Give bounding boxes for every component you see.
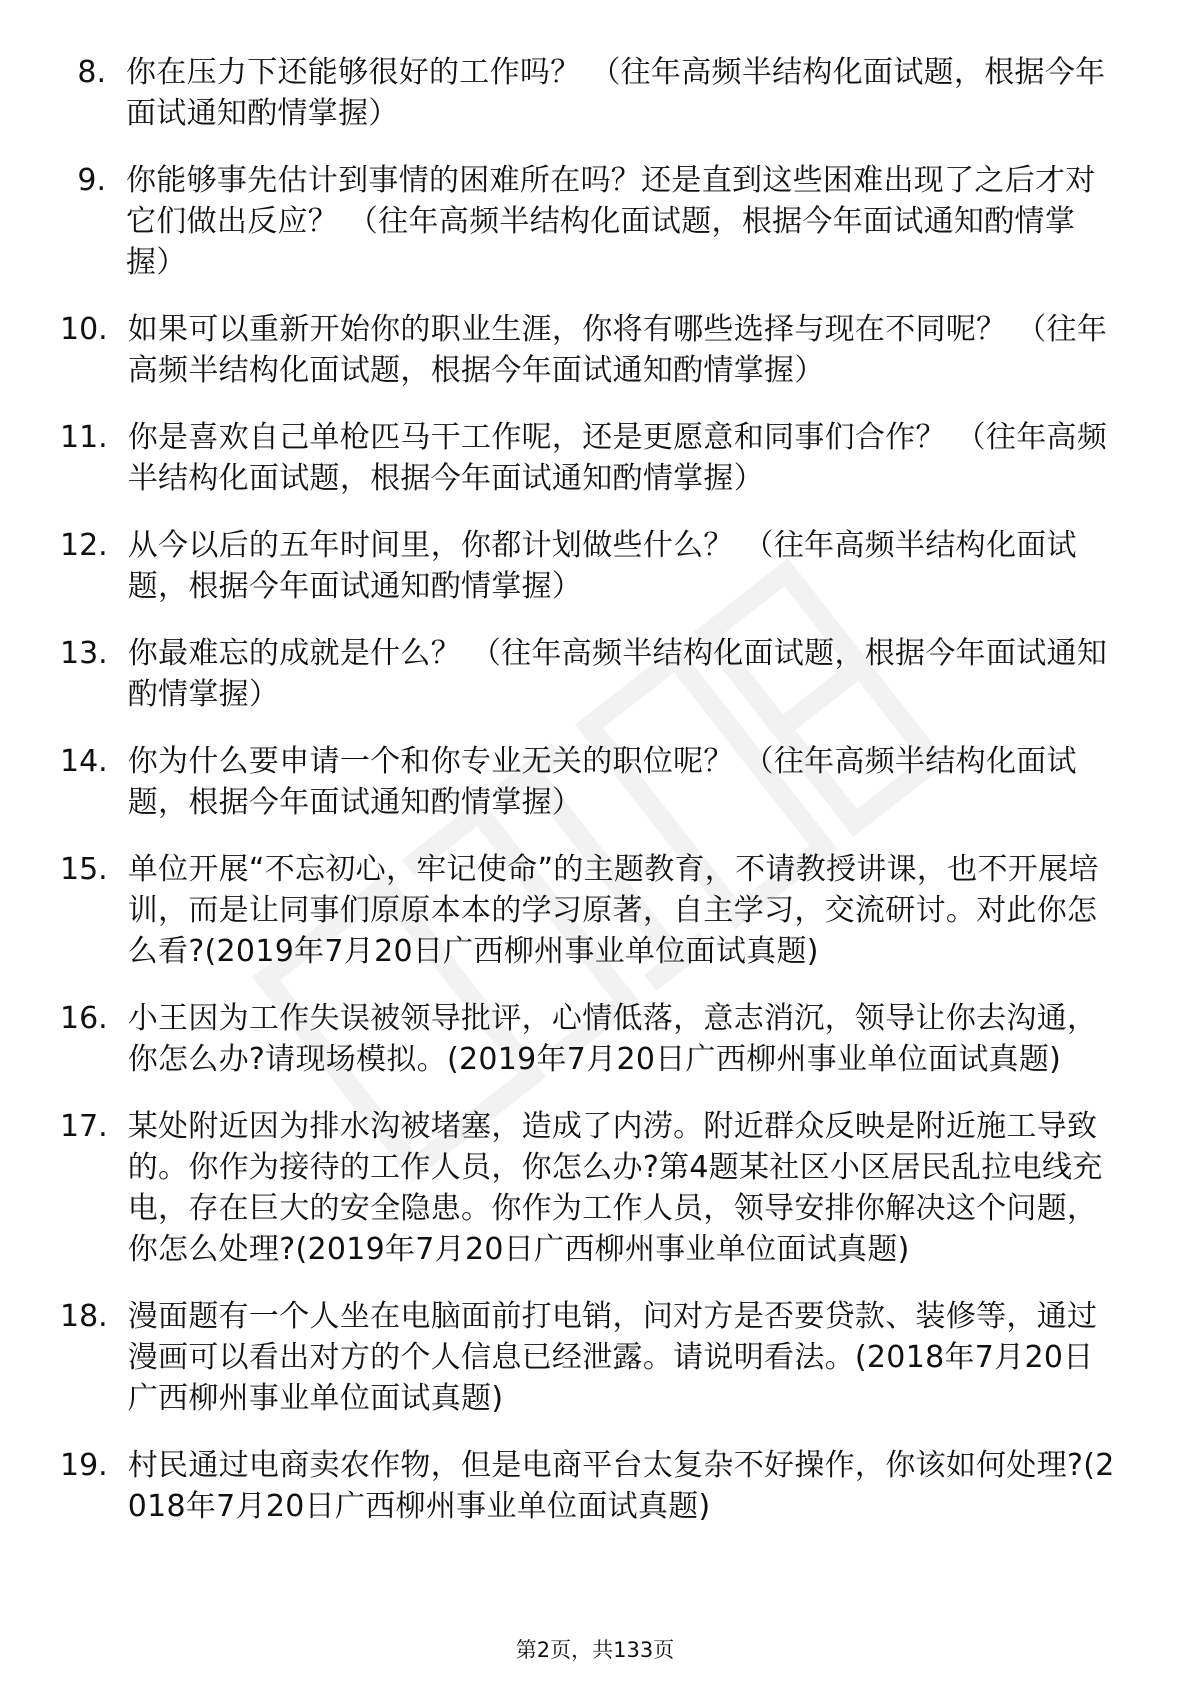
question-number: 18. bbox=[60, 1299, 108, 1334]
question-text: 你为什么要申请一个和你专业无关的职位呢？ （往年高频半结构化面试题，根据今年面试通知酌情掌握） bbox=[127, 744, 1077, 820]
question-item bbox=[60, 525, 1115, 607]
question-text: 某处附近因为排水沟被堵塞，造成了内涝。附近群众反映是附近施工导致的。你作为接待的工作人员，你怎么办?第4题某社区小区居民乱拉电线充电，存在巨大的安全隐患。你作为工作人员，领导安排你解决这个问题，你怎么处理?(2019年7月20日广西柳州事业单位面试真题) bbox=[127, 1109, 1103, 1267]
page-indicator: 第2页，共133页 bbox=[515, 1638, 675, 1662]
question-number: 19. bbox=[60, 1448, 108, 1483]
question-item bbox=[60, 849, 1115, 972]
question-item bbox=[60, 1445, 1115, 1527]
question-text: 如果可以重新开始你的职业生涯，你将有哪些选择与现在不同呢？ （往年高频半结构化面试题，根据今年面试通知酌情掌握） bbox=[127, 312, 1108, 388]
question-number: 14. bbox=[60, 744, 108, 779]
question-number: 16. bbox=[60, 1001, 108, 1036]
question-item bbox=[60, 741, 1115, 823]
question-text: 从今以后的五年时间里，你都计划做些什么？ （往年高频半结构化面试题，根据今年面试通知酌情掌握） bbox=[127, 528, 1077, 604]
question-text: 单位开展“不忘初心，牢记使命”的主题教育，不请教授讲课，也不开展培训，而是让同事们原原本本的学习原著，自主学习，交流研讨。对此你怎么看?(2019年7月20日广西柳州事业单位面试真题) bbox=[127, 852, 1099, 969]
question-text: 小王因为工作失误被领导批评，心情低落，意志消沉，领导让你去沟通，你怎么办?请现场模拟。(2019年7月20日广西柳州事业单位面试真题) bbox=[127, 1001, 1098, 1077]
question-text: 村民通过电商卖农作物，但是电商平台太复杂不好操作，你该如何处理?(2018年7月20日广西柳州事业单位面试真题) bbox=[127, 1448, 1115, 1524]
question-number: 9. bbox=[77, 163, 106, 198]
question-text: 你在压力下还能够很好的工作吗？ （往年高频半结构化面试题，根据今年面试通知酌情掌握） bbox=[126, 55, 1106, 131]
question-text: 漫面题有一个人坐在电脑面前打电销，问对方是否要贷款、装修等，通过漫画可以看出对方的个人信息已经泄露。请说明看法。(2018年7月20日广西柳州事业单位面试真题) bbox=[127, 1299, 1098, 1416]
question-list bbox=[60, 52, 1115, 1553]
question-item bbox=[60, 1106, 1115, 1270]
question-number: 12. bbox=[60, 528, 108, 563]
question-number: 17. bbox=[60, 1109, 108, 1144]
question-text: 你最难忘的成就是什么？ （往年高频半结构化面试题，根据今年面试通知酌情掌握） bbox=[127, 636, 1108, 712]
question-item bbox=[60, 998, 1115, 1080]
question-text: 你是喜欢自己单枪匹马干工作呢，还是更愿意和同事们合作？ （往年高频半结构化面试题，根据今年面试通知酌情掌握） bbox=[127, 420, 1108, 496]
question-number: 11. bbox=[60, 420, 108, 455]
question-item bbox=[60, 633, 1115, 715]
question-number: 10. bbox=[60, 312, 108, 347]
question-item bbox=[60, 309, 1115, 391]
question-item bbox=[60, 417, 1115, 499]
question-text: 你能够事先估计到事情的困难所在吗？还是直到这些困难出现了之后才对它们做出反应？ （往年高频半结构化面试题，根据今年面试通知酌情掌握） bbox=[126, 163, 1096, 280]
question-item bbox=[60, 160, 1115, 283]
question-item bbox=[60, 52, 1115, 134]
question-number: 8. bbox=[77, 55, 106, 90]
question-item bbox=[60, 1296, 1115, 1419]
question-number: 13. bbox=[60, 636, 108, 671]
question-number: 15. bbox=[60, 852, 108, 887]
